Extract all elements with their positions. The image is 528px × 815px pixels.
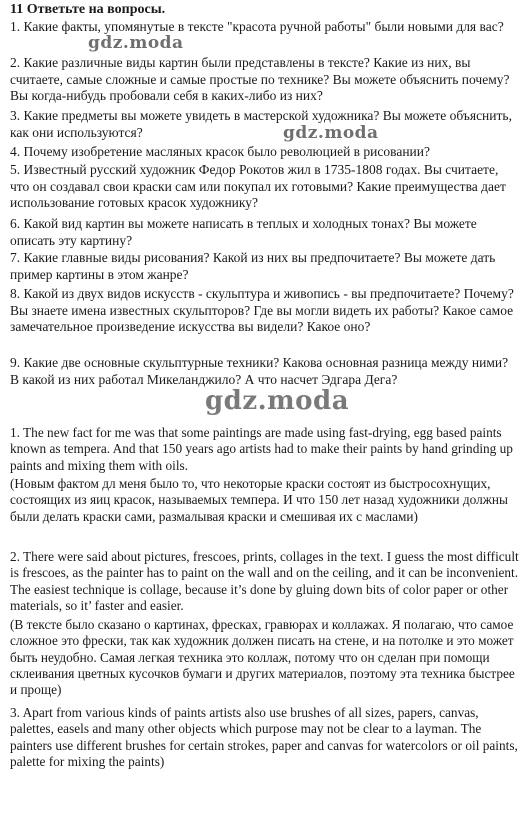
question-6: 6. Какой вид картин вы можете написать в теплых и холодных тонах? Вы можете описать эту картину? xyxy=(10,216,477,248)
answer-3-en: 3. Apart from various kinds of paints artists also use brushes of all sizes, papers, canvas, palettes, easels and many other objects which purpose may not be clear to a layman. The painters use different brushes for certain strokes, paper and canvas for watercolors or oil paints, palette for mixing the paints) xyxy=(10,705,518,769)
watermark-2: gdz.moda xyxy=(283,123,379,143)
question-2: 2. Какие различные виды картин были представлены в тексте? Какие из них, вы считаете, самые сложные и самые простые по технике? Вы можете объяснить почему? Вы когда-нибудь пробовали себя в каких-либо из них? xyxy=(10,55,510,103)
exercise-heading: 11 Ответьте на вопросы. xyxy=(10,2,166,17)
question-9: 9. Какие две основные скульптурные техники? Какова основная разница между ними? В какой из них работал Микеланджило? А что насчет Эдгара Дега? xyxy=(10,355,509,387)
question-3: 3. Какие предметы вы можете увидеть в мастерской художника? Вы можете объяснить, как они используются? xyxy=(10,108,512,140)
answer-1-ru: (Новым фактом дл меня было то, что некоторые краски состоят из быстросохнущих, состоящих из яиц красок, называемых темпера. И что 150 лет назад художники должны были делать краски сами, размалывая краски и смешивая их с маслами) xyxy=(10,476,508,524)
question-7: 7. Какие главные виды рисования? Какой из них вы предпочитаете? Вы можете дать пример картины в этом жанре? xyxy=(10,250,496,282)
answer-1-en: 1. The new fact for me was that some paintings are made using fast-drying, egg based paints known as tempera. And that 150 years ago artists had to make their paints by hand grinding up paints and mixing them with oils. xyxy=(10,425,513,473)
watermark-1: gdz.moda xyxy=(88,33,184,53)
question-1: 1. Какие факты, упомянутые в тексте "красота ручной работы" были новыми для вас? xyxy=(10,19,504,34)
question-5: 5. Известный русский художник Федор Рокотов жил в 1735-1808 годах. Вы считаете, что он создавал свои краски сам или покупал их готовыми? Какие преимущества дает использование готовых красок художнику? xyxy=(10,162,506,210)
question-4: 4. Почему изобретение масляных красок было революцией в рисовании? xyxy=(10,144,431,159)
answer-2-ru: (В тексте было сказано о картинах, фресках, гравюрах и коллажах. Я полагаю, что самое сложное это фрески, так как художник должен писать на стене, и на потолке и это может быть неудобно. Самая легкая техника это коллаж, потому что он сделан при помощи склеивания цветных кусочков бумаги и других материалов, поэтому эта техника быстрее и проще) xyxy=(10,617,515,698)
answer-2-en: 2. There were said about pictures, frescoes, prints, collages in the text. I guess the most difficult is frescoes, as the painter has to paint on the wall and on the ceiling, and it can be inconvenient. The easiest technique is collage, because it’s done by gluing down bits of color paper or other materials, so it’ faster and easier. xyxy=(10,549,519,613)
watermark-3: gdz.moda xyxy=(205,386,350,416)
question-8: 8. Какой из двух видов искусств - скульптура и живопись - вы предпочитаете? Почему? Вы знаете имена известных скульпторов? Где вы могли видеть их работы? Какое самое замечательное произведение искусства вы видели? Какое оно? xyxy=(10,286,514,334)
